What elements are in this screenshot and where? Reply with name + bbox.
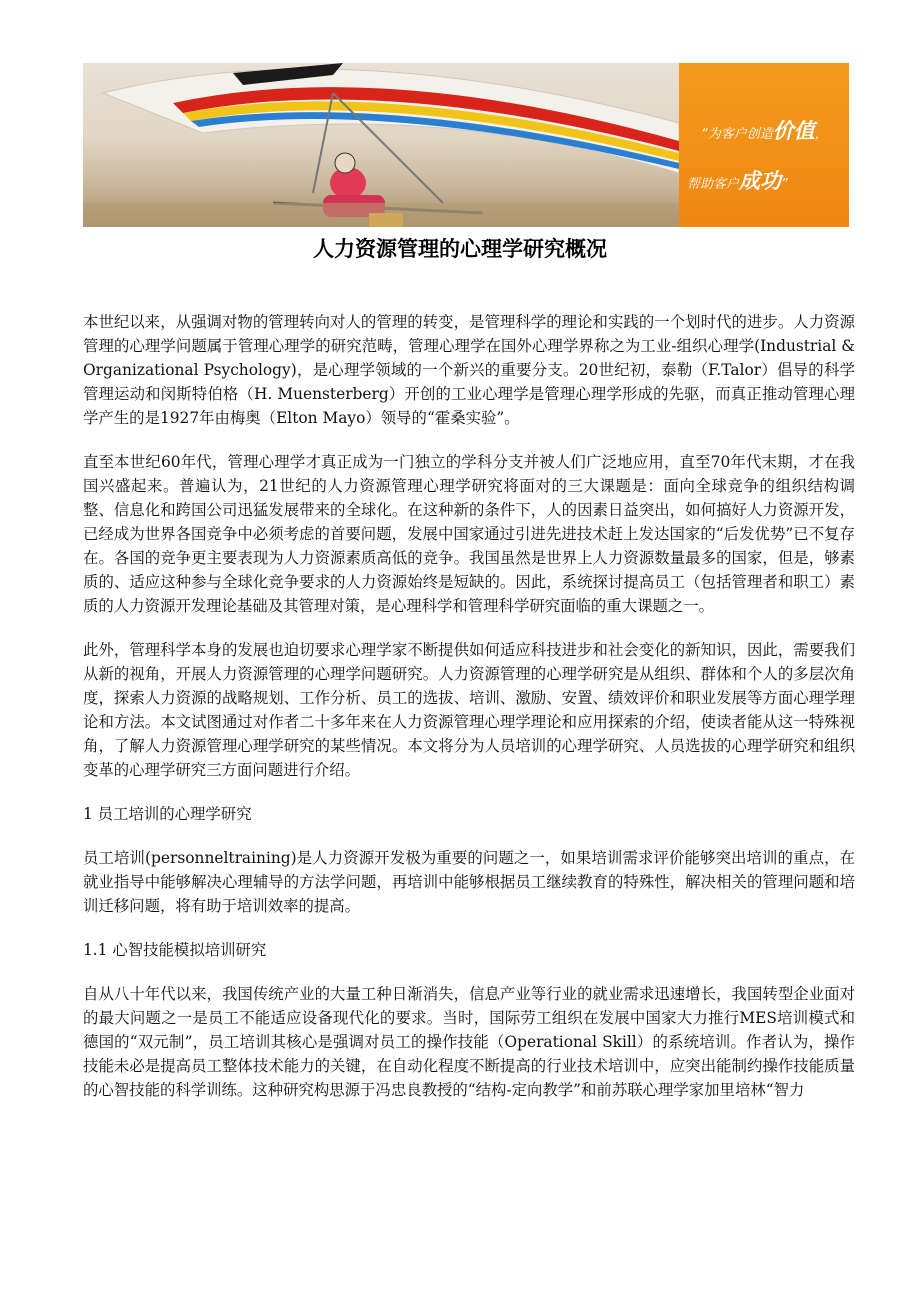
hang-glider-illustration bbox=[83, 63, 679, 227]
slogan-line-1-prefix: “为客户创造 bbox=[701, 127, 773, 142]
hang-glider-photo bbox=[83, 63, 679, 227]
paragraph-background: 直至本世纪60年代，管理心理学才真正成为一门独立的学科分支并被人们广泛地应用，直至70年代末期，才在我国兴盛起来。普遍认为，21世纪的人力资源管理心理学研究将面对的三大课题是：面向全球竞争的组织结构调整、信息化和跨国公司迅猛发展带来的全球化。在这种新的条件下，人的因素日益突出，如何搞好人力资源开发，已经成为世界各国竞争中必须考虑的首要问题，发展中国家通过引进先进技术赶上发达国家的“后发优势”已不复存在。各国的竞争更主要表现为人力资源素质高低的竞争。我国虽然是世界上人力资源数量最多的国家，但是，够素质的、适应这种参与全球化竞争要求的人力资源始终是短缺的。因此，系统探讨提高员工（包括管理者和职工）素质的人力资源开发理论基础及其管理对策，是心理科学和管理科学研究面临的重大课题之一。 bbox=[83, 453, 855, 615]
paragraph-overview: 此外，管理科学本身的发展也迫切要求心理学家不断提供如何适应科技进步和社会变化的新知识，因此，需要我们从新的视角，开展人力资源管理的心理学问题研究。人力资源管理的心理学研究是从组织、群体和个人的多层次角度，探索人力资源的战略规划、工作分析、员工的选拔、培训、激励、安置、绩效评价和职业发展等方面心理学理论和方法。本文试图通过对作者二十多年来在人力资源管理心理学理论和应用探索的介绍，使读者能从这一特殊视角，了解人力资源管理心理学研究的某些情况。本文将分为人员培训的心理学研究、人员选拔的心理学研究和组织变革的心理学研究三方面问题进行介绍。 bbox=[83, 641, 855, 779]
article-body bbox=[83, 310, 855, 1122]
paragraph-intro: 本世纪以来，从强调对物的管理转向对人的管理的转变，是管理科学的理论和实践的一个划时代的进步。人力资源管理的心理学问题属于管理心理学的研究范畴，管理心理学在国外心理学界称之为工业-组织心理学(Industrial & Organizational Psychology)，是心理学领域的一个新兴的重要分支。20世纪初，泰勒（F.Talor）倡导的科学管理运动和闵斯特伯格（H. Muensterberg）开创的工业心理学是管理心理学形成的先驱，而真正推动管理心理学产生的是1927年由梅奥（Elton Mayo）领导的“霍桑实验”。 bbox=[83, 313, 855, 427]
page-title: 人力资源管理的心理学研究概况 bbox=[313, 236, 607, 261]
section-heading-1-1: 1.1 心智技能模拟培训研究 bbox=[83, 941, 267, 959]
slogan-line-2 bbox=[687, 165, 788, 195]
slogan-line-1-suffix: ， bbox=[814, 127, 828, 142]
slogan-line-2-emphasis: 成功 bbox=[739, 169, 782, 193]
slogan-panel bbox=[679, 63, 849, 227]
paragraph-section-1: 员工培训(personneltraining)是人力资源开发极为重要的问题之一，如果培训需求评价能够突出培训的重点，在就业指导中能够解决心理辅导的方法学问题，再培训中能够根据员工继续教育的特殊性，解决相关的管理问题和培训迁移问题，将有助于培训效率的提高。 bbox=[83, 849, 855, 915]
slogan-line-1-emphasis: 价值 bbox=[772, 119, 815, 143]
slogan-line-1 bbox=[701, 115, 828, 145]
header-banner bbox=[83, 63, 849, 227]
slogan-line-2-suffix: ” bbox=[781, 177, 788, 192]
section-heading-1: 1 员工培训的心理学研究 bbox=[83, 805, 252, 823]
slogan-line-2-prefix: 帮助客户 bbox=[687, 177, 740, 192]
paragraph-section-1-1: 自从八十年代以来，我国传统产业的大量工种日渐消失，信息产业等行业的就业需求迅速增长，我国转型企业面对的最大问题之一是员工不能适应设备现代化的要求。当时，国际劳工组织在发展中国家大力推行MES培训模式和德国的“双元制”，员工培训其核心是强调对员工的操作技能（Operational Skill）的系统培训。作者认为，操作技能未必是提高员工整体技术能力的关键，在自动化程度不断提高的行业技术培训中，应突出能制约操作技能质量的心智技能的科学训练。这种研究构思源于冯忠良教授的“结构-定向教学”和前苏联心理学家加里培林“智力 bbox=[83, 985, 855, 1099]
